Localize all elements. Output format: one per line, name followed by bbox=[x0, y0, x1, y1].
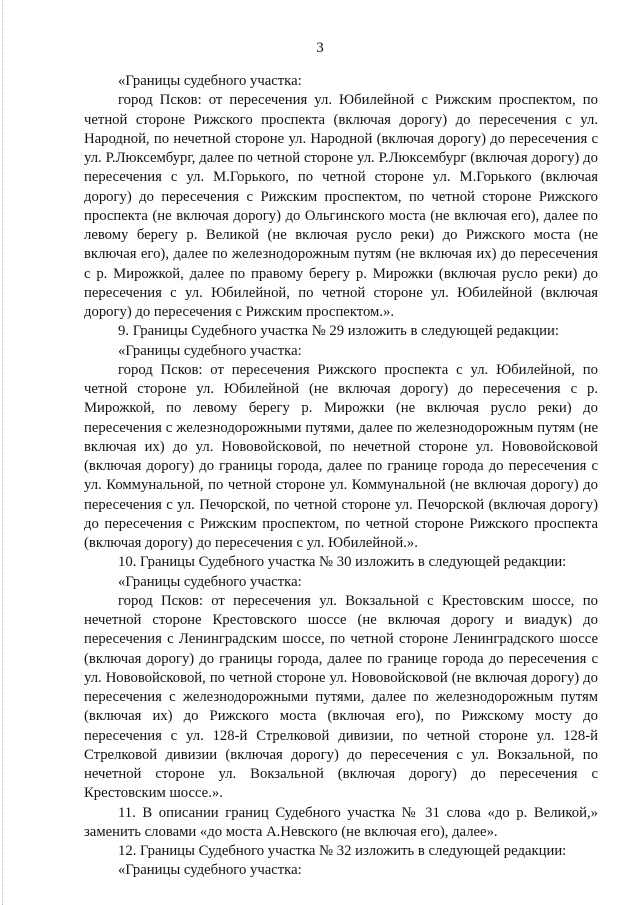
paragraph-item-12: 12. Границы Судебного участка № 32 изложить в следующей редакции: bbox=[118, 843, 567, 859]
document-body bbox=[84, 72, 598, 881]
paragraph-boundary-description: город Псков: от пересечения Рижского проспекта с ул. Юбилейной, по четной стороне ул. Юбилейной (не включая дорогу) до пересечения с р. Мирожкой, по левому берегу р. Мирожки (не включая русло реки) до пересечения с железнодорожными путями, далее по железнодорожным путям (не включая их) до ул. Нововойсковой, по нечетной стороне ул. Нововойсковой (включая дорогу) до границы города, далее по границе города до пересечения с ул. Коммунальной, по четной стороне ул. Коммунальной (не включая дорогу) до пересечения с ул. Печорской, по четной стороне ул. Печорской (включая дорогу) до пересечения с Рижским проспектом, по четной стороне Рижского проспекта (включая дорогу) до пересечения с ул. Юбилейной.». bbox=[84, 361, 598, 551]
paragraph-heading-quote: «Границы судебного участка: bbox=[118, 342, 302, 359]
paragraph-item-10: 10. Границы Судебного участка № 30 изложить в следующей редакции: bbox=[118, 554, 567, 571]
paragraph-boundary-description: город Псков: от пересечения ул. Юбилейной с Рижским проспектом, по четной стороне Рижского проспекта (включая дорогу) до пересечения с ул. Народной, по нечетной стороне ул. Народной (включая дорогу) до пересечения с ул. Р.Люксембург, далее по четной стороне ул. Р.Люксембург (включая дорогу) до пересечения с ул. М.Горького, по четной стороне ул. М.Горького (включая дорогу) до пересечения с Рижским проспектом, по четной стороне Рижского проспекта (не включая дорогу) до Ольгинского моста (не включая его), далее по левому берегу р. Великой (не включая русло реки) до Рижского моста (не включая его), далее по железнодорожным путям (не включая их) до пересечения с р. Мирожкой, далее по правому берегу р. Мирожки (включая русло реки) до пересечения с ул. Юбилейной, по четной стороне ул. Юбилейной (включая дорогу) до пересечения с Рижским проспектом.». bbox=[84, 92, 598, 320]
page-number: 3 bbox=[316, 40, 324, 56]
paragraph-heading-quote: «Границы судебного участка: bbox=[118, 862, 302, 879]
paragraph-heading-quote: «Границы судебного участка: bbox=[118, 573, 302, 590]
paragraph-heading-quote: «Границы судебного участка: bbox=[118, 73, 302, 89]
page-edge-divider bbox=[2, 0, 4, 905]
paragraph-boundary-description: город Псков: от пересечения ул. Вокзальной с Крестовским шоссе, по нечетной стороне Крестовского шоссе (не включая дорогу и виадук) до пересечения с Ленинградским шоссе, по четной стороне Ленинградского шоссе (включая дорогу) до границы города, далее по границе города до пересечения с ул. Нововойсковой, по четной стороне ул. Нововойсковой (не включая дорогу) до пересечения с железнодорожными путями, далее по железнодорожным путям (включая их) до Рижского моста (включая его), по Рижскому мосту до пересечения с ул. 128-й Стрелковой дивизии, по четной стороне ул. 128-й Стрелковой дивизии (включая дорогу) до пересечения с ул. Вокзальной, по нечетной стороне ул. Вокзальной (включая дорогу) до пересечения с Крестовским шоссе.». bbox=[84, 592, 598, 802]
paragraph-item-11: 11. В описании границ Судебного участка № 31 слова «до р. Великой,» заменить словами «до моста А.Невского (не включая его), далее». bbox=[84, 804, 598, 840]
paragraph-item-9: 9. Границы Судебного участка № 29 изложить в следующей редакции: bbox=[118, 323, 559, 340]
